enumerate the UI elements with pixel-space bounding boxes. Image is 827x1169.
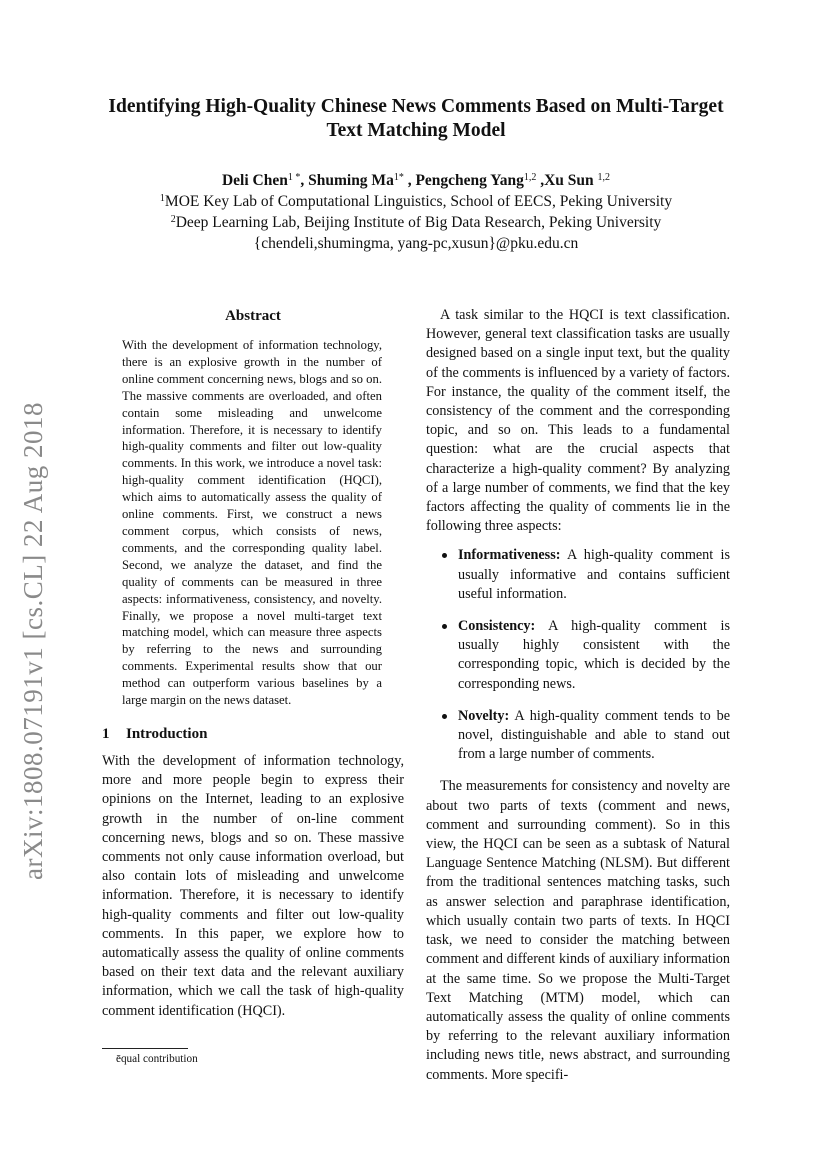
affiliation-text: Deep Learning Lab, Beijing Institute of Big Data Research, Peking University: [175, 214, 662, 231]
author-superscript: 1*: [393, 172, 404, 183]
section-heading-introduction: [102, 724, 404, 744]
abstract-text: With the development of information technology, there is an explosive growth in the number of online comment concerning news, blogs and so on. The massive comments are overloaded, and often contain some misleading and unwelcome information. Therefore, it is necessary to identify high-quality comments and filter out low-quality comments. In this work, we introduce a novel task: high-quality comment identification (HQCI), which aims to automatically assess the quality of online comments. First, we construct a news comment corpus, which consists of news, comments, and the corresponding quality label. Second, we analyze the dataset, and find the quality of comments can be measured in three aspects: informativeness, consistency, and novelty. Finally, we propose a novel multi-target text matching model, which can measure three aspects by referring to the news and surrounding comments. Experimental results show that our method can outperform various baselines by a large margin on the news dataset.: [122, 338, 382, 708]
author-name: Deli Chen: [221, 172, 288, 189]
list-item-text: [458, 617, 730, 694]
list-item-description: A high-quality comment is usually informative and contains sufficient useful information.: [458, 547, 730, 602]
list-item-description: A high-quality comment tends to be novel, distinguishable and able to stand out from a large number of comments.: [458, 707, 731, 763]
footnote-text: ēqual contribution: [116, 1053, 198, 1065]
list-item-description: A high-quality comment is usually highly consistent with the corresponding topic, which is decided by the corresponding news.: [458, 618, 731, 692]
abstract-heading: Abstract: [225, 308, 281, 324]
list-item: [426, 707, 730, 765]
intro-paragraph-2: A task similar to the HQCI is text classification. However, general text classification tasks are usually designed based on a single input text, but the quality of the comments is influenced by a variety of factors. For instance, the quality of the comment itself, the consistency of the comment and the corresponding topic, and so on. This leads to a fundamental question: what are the crucial aspects that characterize a high-quality comment? By analyzing of a large number of comments, we find that the key factors affecting the quality of comments lie in the following three aspects:: [426, 307, 730, 535]
affiliation-superscript: 1: [159, 193, 165, 204]
author-block: [100, 170, 732, 254]
arxiv-identifier-text: arXiv:1808.07191v1 [cs.CL] 22 Aug 2018: [18, 402, 48, 880]
left-column: [102, 306, 404, 1021]
section-number: 1: [102, 725, 110, 742]
intro-paragraph-1: With the development of information technology, more and more people begin to express their opinions on the Internet, leading to an explosive growth in the number of on-line comment concerning news, blogs and so on. These massive comments not only cause information overload, but also contain lots of misleading and unwelcome information. Therefore, it is necessary to identify high-quality comments and filter out low-quality comments. In this paper, we explore how to automatically assess the quality of online comments based on their text data and the relevant auxiliary information, which we call the task of high-quality comment identification (HQCI).: [102, 752, 404, 1019]
author-name: Pengcheng Yang: [415, 172, 524, 189]
bullet-dot: [442, 624, 447, 629]
list-item-term: Informativeness:: [458, 547, 561, 564]
footnote: [102, 1048, 404, 1066]
author-superscript: 1,2: [597, 172, 611, 183]
quality-aspects-list: [426, 546, 730, 764]
list-item-text: [458, 546, 730, 604]
section-title: Introduction: [126, 725, 208, 742]
footnote-rule: [102, 1048, 188, 1049]
author-superscript: 1,2: [523, 172, 537, 183]
author-names: Deli Chen$^{1 *}$, Shuming $Ma^{1*}$ , Pengcheng Yang$^{1,2}$ ,Xu Sun $^{1,2}$: [221, 172, 611, 189]
bullet-dot: [442, 553, 447, 558]
bullet-dot: [442, 714, 447, 719]
affiliation-line: [100, 212, 732, 233]
author-name: Xu Sun: [544, 172, 594, 189]
list-item-term: Novelty:: [458, 707, 510, 724]
right-column: [426, 306, 730, 1085]
affiliation-text: MOE Key Lab of Computational Linguistics, School of EECS, Peking University: [164, 193, 673, 210]
author-superscript: 1 *: [287, 172, 301, 183]
author-emails: {chendeli,shumingma, yang-pc,xusun}@pku.edu.cn: [253, 235, 579, 252]
author-name: Shuming Ma: [308, 172, 394, 189]
affiliation-line: [100, 191, 732, 212]
list-item: [426, 546, 730, 604]
list-item: [426, 617, 730, 694]
list-item-text: [458, 707, 730, 765]
affiliation-superscript: 2: [170, 214, 176, 225]
intro-paragraph-3: The measurements for consistency and novelty are about two parts of texts (comment and news, comment and surrounding comment). So in this view, the HQCI can be seen as a subtask of Natural Language Sentence Matching (NLSM). But different from the traditional sentences matching tasks, such as answer selection and paraphrase identification, which usually contain two parts of texts. In HQCI task, we need to consider the matching between comment and different kinds of auxiliary information at the same time. So we propose the Multi-Target Text Matching (MTM) model, which can automatically assess the quality of online comments by referring to the relevant auxiliary information including news title, news abstract, and surrounding comments. More specifi-: [426, 778, 730, 1083]
list-item-term: Consistency:: [458, 618, 536, 635]
paper-title: Identifying High-Quality Chinese News Comments Based on Multi-Target Text Matching Model: [108, 96, 724, 141]
